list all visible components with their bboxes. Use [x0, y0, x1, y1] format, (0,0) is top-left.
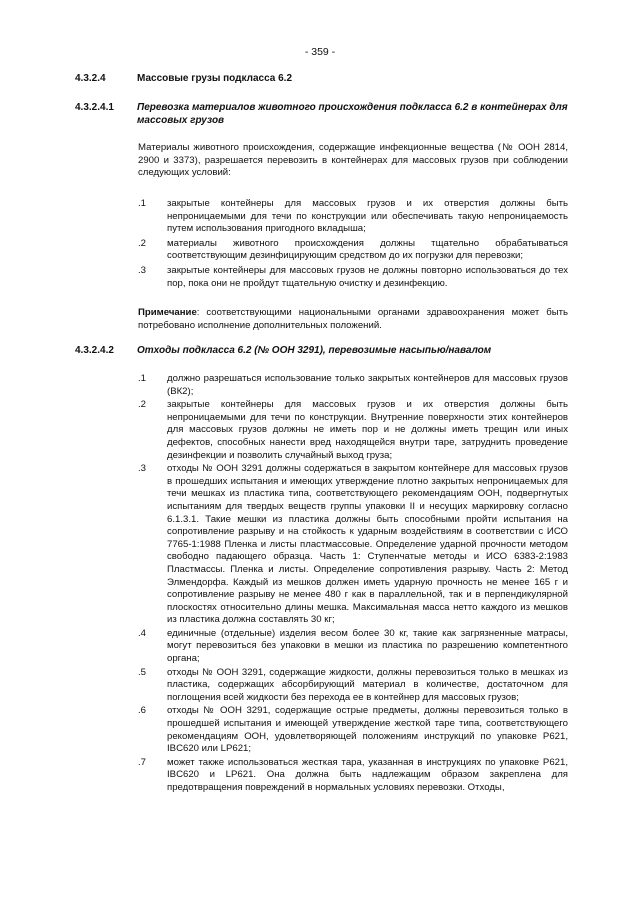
list-item	[138, 667, 568, 705]
list-item	[138, 757, 568, 795]
list-marker: .5	[138, 666, 147, 678]
list-marker: .1	[138, 198, 147, 209]
list-item-text: отходы № ООН 3291, содержащие острые предметы, должны перевозиться только в прошедшей испытания и имеющей утверждение жесткой таре типа, соответствующего рекомендациям ООН, удовлетворяющей положениям инструкций по упаковке P621, IBC620 или LP621;	[167, 705, 568, 755]
list-marker: .7	[138, 756, 147, 768]
list-marker: .2	[138, 237, 147, 249]
list-item-text: отходы № ООН 3291 должны содержаться в закрытом контейнере для массовых грузов в прошедших испытания и имеющих утверждение плотно закрытых непроницаемых для течи мешках из пластика типа, соответствующего рекомендациям ООН, подвергнутых испытаниям для твердых веществ группы упаковки II и несущих маркировку согласно 6.1.3.1. Такие мешки из пластика должны быть способными пройти испытания на сопротивление разрыву и на стойкость к ударным воздействиям в соответствии с ИСО 7765-1:1988 Пленка и листы пластмассовые. Определение ударной прочности методом свободно падающего образца. Часть 1: Ступенчатые методы и ИСО 6383-2:1983 Пластмассы. Пленка и листы. Определение сопротивления разрыву. Часть 2: Метод Элмендорфа. Каждый из мешков должен иметь ударную прочность не менее 165 г и сопротивление разрыву не менее 480 г как в параллельной, так и в перпендикулярной плоскостях относительно длины мешка. Максимальная масса нетто каждого из мешков из пластика должна составлять 30 кг;	[167, 463, 568, 626]
note-label: Примечание	[138, 307, 197, 318]
list-marker: .6	[138, 705, 147, 717]
list-item	[138, 399, 568, 462]
section-number: 4.3.2.4.1	[75, 102, 114, 113]
list-marker: .1	[138, 373, 147, 384]
list-item-text: закрытые контейнеры для массовых грузов и их отверстия должны быть непроницаемыми для течи по конструкции или обеспечивать такую непроницаемость путем использования пригодного вкладыша;	[167, 198, 568, 235]
conditions-list-2	[138, 373, 568, 795]
list-item-text: отходы № ООН 3291, содержащие жидкости, должны перевозиться только в мешках из пластика, содержащих абсорбирующий материал в количестве, достаточном для поглощения всей жидкости без перехода ее в контейнер для массовых грузов;	[167, 666, 568, 703]
section-title: Перевозка материалов животного происхождения подкласса 6.2 в контейнерах для массовых грузов	[137, 102, 568, 126]
note-text: : соответствующими национальными органами здравоохранения может быть потребовано исполнение дополнительных положений.	[138, 307, 568, 331]
list-item	[138, 198, 568, 236]
list-item	[138, 265, 568, 290]
list-item	[138, 238, 568, 263]
section-heading-4-3-2-4	[75, 72, 570, 85]
list-item-text: закрытые контейнеры для массовых грузов и их отверстия должны быть непроницаемыми для течи по конструкции. Внутренние поверхности этих контейнеров для массовых грузов должны не иметь пор и не должны иметь трещин или иных дефектов, способных нанести вред находящейся внутри таре, затруднить проведение дезинфекции и позволить случайный выход груза;	[167, 399, 568, 461]
intro-paragraph: Материалы животного происхождения, содержащие инфекционные вещества (№ ООН 2814, 2900 и 3373), разрешается перевозить в контейнерах для массовых грузов при соблюдении следующих условий:	[138, 142, 568, 179]
conditions-list-1	[138, 198, 568, 290]
list-item	[138, 705, 568, 755]
list-item-text: должно разрешаться использование только закрытых контейнеров для массовых грузов (ВК2);	[167, 373, 568, 397]
page-number: - 359 -	[304, 46, 336, 58]
section-number: 4.3.2.4.2	[75, 345, 114, 356]
list-item	[138, 463, 568, 627]
section-number: 4.3.2.4	[75, 73, 106, 84]
list-marker: .4	[138, 627, 147, 639]
list-marker: .3	[138, 264, 147, 276]
list-marker: .3	[138, 463, 147, 475]
list-item-text: может также использоваться жесткая тара, указанная в инструкциях по упаковке P621, IBC620 и LP621. Она должна быть надлежащим образом закреплена для предотвращения повреждений в нормальных условиях перевозки. Отходы,	[167, 756, 568, 793]
list-marker: .2	[138, 399, 147, 411]
section-title: Отходы подкласса 6.2 (№ ООН 3291), перевозимые насыпью/навалом	[137, 345, 492, 356]
section-heading-4-3-2-4-1	[75, 101, 570, 127]
list-item-text: единичные (отдельные) изделия весом более 30 кг, такие как загрязненные матрасы, могут перевозиться без упаковки в мешки из пластика по разрешению компетентного органа;	[167, 627, 568, 665]
list-item-text: материалы животного происхождения должны тщательно обрабатываться соответствующим дезинфицирующим средством до их погрузки для перевозки;	[167, 237, 568, 262]
list-item	[138, 373, 568, 398]
list-item-text: закрытые контейнеры для массовых грузов не должны повторно использоваться до тех пор, пока они не пройдут тщательную очистку и дезинфекцию.	[167, 264, 568, 289]
section-heading-4-3-2-4-2	[75, 344, 570, 357]
list-item	[138, 628, 568, 666]
section-title: Массовые грузы подкласса 6.2	[137, 73, 293, 84]
note-paragraph	[138, 307, 568, 332]
